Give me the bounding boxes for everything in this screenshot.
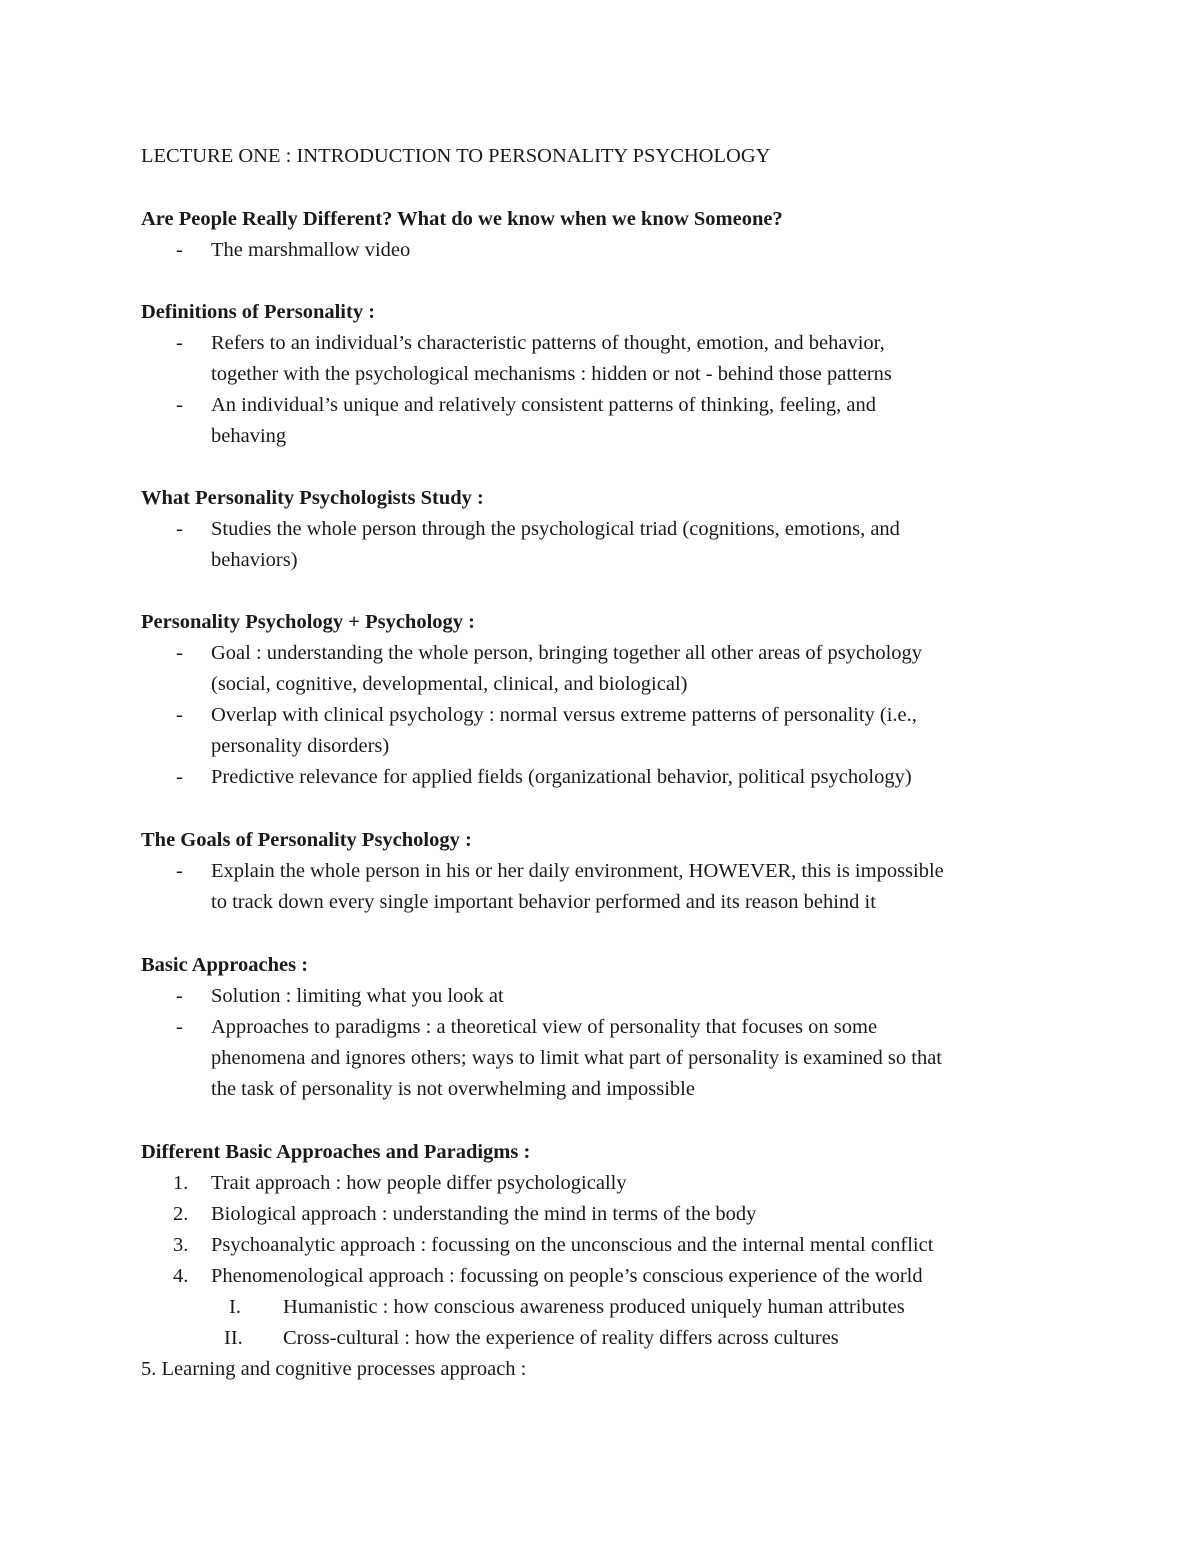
sub-list-number: II. <box>224 1327 243 1349</box>
list-item-partial: 5. Learning and cognitive processes approach : <box>141 1358 527 1380</box>
bullet-text: Studies the whole person through the psychological triad (cognitions, emotions, and <box>211 518 900 540</box>
sub-list-item: Humanistic : how conscious awareness produced uniquely human attributes <box>283 1296 905 1318</box>
bullet-text-continued: phenomena and ignores others; ways to limit what part of personality is examined so that <box>211 1047 943 1069</box>
section-heading: Definitions of Personality : <box>141 301 376 323</box>
list-number: 1. <box>173 1172 189 1194</box>
bullet-text: Predictive relevance for applied fields (organizational behavior, political psychology) <box>211 766 912 788</box>
bullet-dash: - <box>176 239 183 261</box>
section-heading: Are People Really Different? What do we know when we know Someone? <box>141 208 783 230</box>
bullet-text-continued: (social, cognitive, developmental, clinical, and biological) <box>211 673 688 695</box>
bullet-text: Goal : understanding the whole person, bringing together all other areas of psychology <box>211 642 923 664</box>
list-number: 4. <box>173 1265 189 1287</box>
section-heading: What Personality Psychologists Study : <box>141 487 484 509</box>
bullet-dash: - <box>176 704 183 726</box>
bullet-dash: - <box>176 985 183 1007</box>
list-number: 2. <box>173 1203 189 1225</box>
lecture-title: LECTURE ONE : INTRODUCTION TO PERSONALITY PSYCHOLOGY <box>141 145 771 167</box>
bullet-text-continued: the task of personality is not overwhelming and impossible <box>211 1078 695 1100</box>
section-heading: Basic Approaches : <box>141 954 309 976</box>
bullet-dash: - <box>176 332 183 354</box>
bullet-text: Explain the whole person in his or her daily environment, HOWEVER, this is impossible <box>211 860 944 882</box>
bullet-dash: - <box>176 642 183 664</box>
bullet-text: An individual’s unique and relatively consistent patterns of thinking, feeling, and <box>211 394 876 416</box>
bullet-text: Solution : limiting what you look at <box>211 985 504 1007</box>
bullet-dash: - <box>176 394 183 416</box>
bullet-dash: - <box>176 860 183 882</box>
bullet-dash: - <box>176 1016 183 1038</box>
list-number: 3. <box>173 1234 189 1256</box>
section-heading: Personality Psychology + Psychology : <box>141 611 475 633</box>
bullet-text: Overlap with clinical psychology : normal versus extreme patterns of personality (i.e., <box>211 704 917 726</box>
bullet-text-continued: behaviors) <box>211 549 298 571</box>
bullet-text-continued: behaving <box>211 425 287 447</box>
section-heading: Different Basic Approaches and Paradigms : <box>141 1141 531 1163</box>
bullet-text: Refers to an individual’s characteristic patterns of thought, emotion, and behavior, <box>211 332 885 354</box>
list-item: Psychoanalytic approach : focussing on the unconscious and the internal mental conflict <box>211 1234 934 1256</box>
list-item: Biological approach : understanding the mind in terms of the body <box>211 1203 757 1225</box>
bullet-text-continued: together with the psychological mechanisms : hidden or not - behind those patterns <box>211 363 892 385</box>
bullet-text: Approaches to paradigms : a theoretical view of personality that focuses on some <box>211 1016 878 1038</box>
sub-list-number: I. <box>229 1296 241 1318</box>
bullet-text: The marshmallow video <box>211 239 411 261</box>
list-item: Trait approach : how people differ psychologically <box>211 1172 627 1194</box>
bullet-text-continued: personality disorders) <box>211 735 390 757</box>
list-item: Phenomenological approach : focussing on people’s conscious experience of the world <box>211 1265 923 1287</box>
bullet-text-continued: to track down every single important behavior performed and its reason behind it <box>211 891 876 913</box>
sub-list-item: Cross-cultural : how the experience of reality differs across cultures <box>283 1327 839 1349</box>
bullet-dash: - <box>176 766 183 788</box>
section-heading: The Goals of Personality Psychology : <box>141 829 472 851</box>
bullet-dash: - <box>176 518 183 540</box>
